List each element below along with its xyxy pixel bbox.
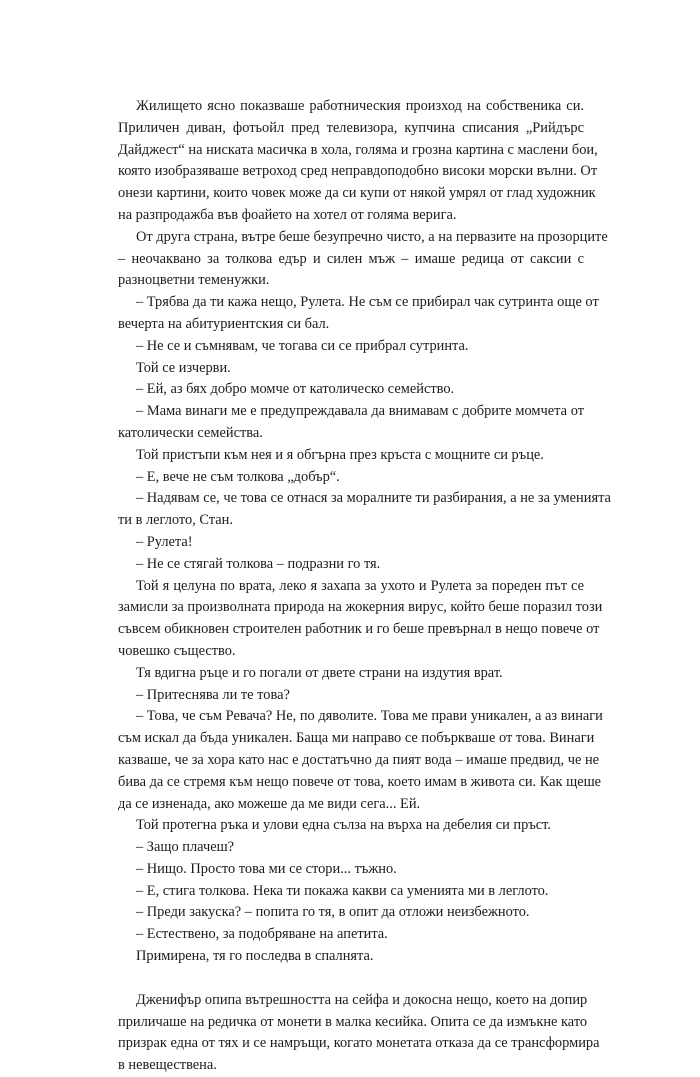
text-line: съм искал да бъда уникален. Баща ми направо се побъркваше от това. Винаги — [118, 730, 595, 747]
paragraph — [118, 946, 584, 968]
text-line: – Притеснява ли те това? — [136, 686, 290, 703]
text-line: Примирена, тя го последва в спалнята. — [136, 948, 374, 965]
text-line: – Нищо. Просто това ми се стори... тъжно. — [136, 860, 397, 877]
paragraph — [118, 532, 584, 554]
paragraph — [118, 685, 584, 707]
text-line: вечерта на абитуриентския си бал. — [118, 315, 330, 332]
paragraph — [118, 292, 599, 336]
paragraph — [118, 837, 584, 859]
text-line: – неочаквано за толкова едър и силен мъж – имаше редица от саксии с — [118, 250, 584, 267]
text-line: в невеществена. — [118, 1057, 217, 1074]
paragraph — [118, 488, 611, 532]
text-line: казваше, че за хора като нас е достатъчно да пият вода – имаше предвид, че не — [118, 751, 600, 768]
text-line: – Рулета! — [136, 533, 193, 550]
paragraph — [118, 706, 603, 815]
paragraph — [118, 554, 584, 576]
text-line: – Естествено, за подобряване на апетита. — [136, 926, 388, 943]
text-line: Тя вдигна ръце и го погали от двете страни на издутия врат. — [136, 664, 503, 681]
paragraph — [118, 859, 584, 881]
paragraph — [118, 336, 584, 358]
text-line: – Надявам се, че това се отнася за моралните ти разбирания, а не за уменията — [136, 490, 611, 507]
text-line: Жилището ясно показваше работническия произход на собственика си. — [136, 98, 584, 114]
paragraph — [118, 990, 600, 1077]
text-section-2 — [118, 990, 600, 1077]
text-line: бива да се стремя към нещо повече от това, което имам в живота си. Как щеше — [118, 773, 602, 790]
text-line: – Мама винаги ме е предупреждавала да внимавам с добрите момчета от — [136, 403, 584, 420]
text-line: разноцветни теменужки. — [118, 272, 270, 289]
text-line: католически семейства. — [118, 424, 263, 441]
text-line: Той протегна ръка и улови една сълза на върха на дебелия си пръст. — [136, 817, 551, 834]
text-line: – Не се стягай толкова – подразни го тя. — [136, 555, 381, 572]
text-line: човешко същество. — [118, 642, 236, 659]
text-line: приличаше на редичка от монети в малка кесийка. Опита се да измъкне като — [118, 1013, 588, 1030]
text-line: съвсем обикновен строителен работник и го беше превърнал в нещо повече от — [118, 621, 600, 638]
text-line: ти в леглото, Стан. — [118, 512, 233, 529]
paragraph — [118, 445, 584, 467]
text-line: – Не се и съмнявам, че тогава си се прибрал сутринта. — [136, 337, 469, 354]
body-text — [118, 96, 611, 1077]
text-line: – Е, вече не съм толкова „добър“. — [136, 468, 340, 485]
text-line: Той се изчерви. — [136, 359, 231, 376]
text-line: Приличен диван, фотьойл пред телевизора, купчина списания „Рийдърс — [118, 119, 584, 136]
paragraph — [118, 227, 608, 292]
text-line: на разпродажба във фоайето на хотел от голяма верига. — [118, 206, 457, 223]
paragraph — [118, 358, 584, 380]
text-line: която изобразяваше ветроход сред неправдоподобно високи морски вълни. От — [118, 163, 598, 180]
text-line: Дженифър опипа вътрешността на сейфа и докосна нещо, което на допир — [136, 991, 588, 1008]
section-gap — [118, 968, 584, 990]
text-line: – Това, че съм Ревача? Не, по дяволите. Това ме прави уникален, а аз винаги — [136, 708, 603, 725]
text-line: да се изненада, ако можеше да ме види сега... Ей. — [118, 795, 421, 812]
text-line: Той пристъпи към нея и я обгърна през кръста с мощните си ръце. — [136, 446, 544, 463]
text-line: – Ей, аз бях добро момче от католическо семейство. — [136, 381, 455, 398]
text-line: – Защо плачеш? — [136, 839, 235, 856]
paragraph — [118, 663, 584, 685]
paragraph — [118, 815, 584, 837]
paragraph — [118, 576, 603, 663]
text-line: онези картини, които човек може да си купи от някой умрял от глад художник — [118, 185, 596, 202]
paragraph — [118, 96, 598, 227]
text-line: Той я целуна по врата, леко я захапа за ухото и Рулета за пореден път се — [136, 577, 584, 594]
text-line: Дайджест“ на ниската масичка в хола, голяма и грозна картина с маслени бои, — [118, 141, 598, 158]
text-line: – Е, стига толкова. Нека ти покажа какви са уменията ми в леглото. — [136, 882, 549, 899]
paragraph — [118, 379, 584, 401]
paragraph — [118, 467, 584, 489]
text-line: – Трябва да ти кажа нещо, Рулета. Не съм се прибирал чак сутринта още от — [136, 294, 599, 311]
paragraph — [118, 881, 584, 903]
paragraph — [118, 401, 584, 445]
text-line: призрак една от тях и се намръщи, когато монетата отказа да се трансформира — [118, 1035, 600, 1052]
text-section-1 — [118, 96, 611, 968]
paragraph — [118, 924, 584, 946]
text-line: От друга страна, вътре беше безупречно чисто, а на первазите на прозорците — [136, 228, 608, 245]
text-line: – Преди закуска? – попита го тя, в опит да отложи неизбежното. — [136, 904, 530, 921]
paragraph — [118, 902, 584, 924]
text-line: замисли за произволната природа на жокерния вирус, който беше поразил този — [118, 599, 603, 616]
